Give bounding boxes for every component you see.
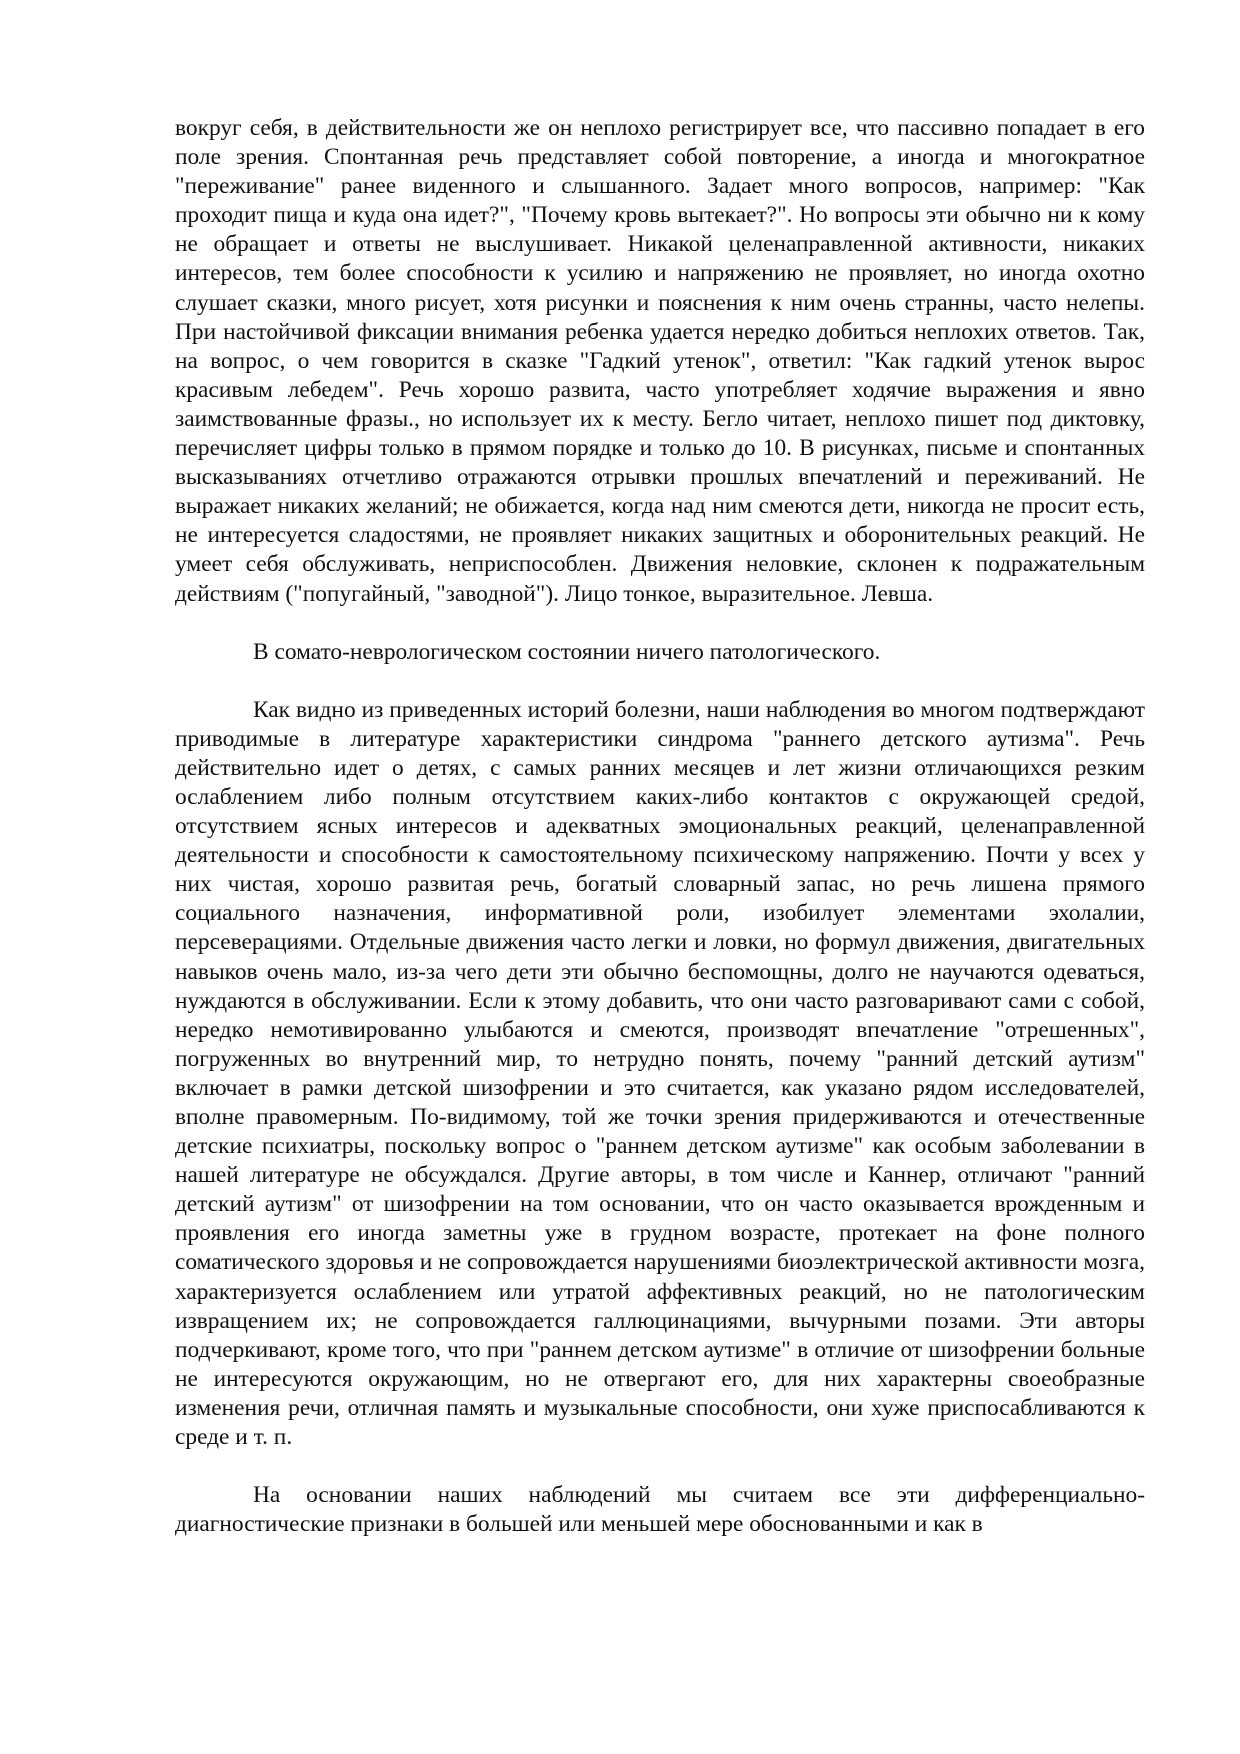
paragraph-somatic-status: В сомато-неврологическом состоянии ничего патологического. xyxy=(253,638,881,665)
document-page xyxy=(175,114,1145,1539)
paragraph-conclusion: На основании наших наблюдений мы считаем все эти дифференциально-диагностические признаки в большей или меньшей мере обоснованными и как в xyxy=(175,1482,1145,1538)
paragraph-case-description: вокруг себя, в действительности же он неплохо регистрирует все, что пассивно попадает в его поле зрения. Спонтанная речь представляет собой повторение, а иногда и многократное "переживание" ранее виденного и слышанного. Задает много вопросов, например: "Как проходит пища и куда она идет?", "Почему кровь вытекает?". Но вопросы эти обычно ни к кому не обращает и ответы не выслушивает. Никакой целенаправленной активности, никаких интересов, тем более способности к усилию и напряжению не проявляет, но иногда охотно слушает сказки, много рисует, хотя рисунки и пояснения к ним очень странны, часто нелепы. При настойчивой фиксации внимания ребенка удается нередко добиться неплохих ответов. Так, на вопрос, о чем говорится в сказке "Гадкий утенок", ответил: "Как гадкий утенок вырос красивым лебедем". Речь хорошо развита, часто употребляет ходячие выражения и явно заимствованные фразы., но использует их к месту. Бегло читает, неплохо пишет под диктовку, перечисляет цифры только в прямом порядке и только до 10. В рисунках, письме и спонтанных высказываниях отчетливо отражаются отрывки прошлых впечатлений и переживаний. Не выражает никаких желаний; не обижается, когда над ним смеются дети, никогда не просит есть, не интересуется сладостями, не проявляет никаких защитных и оборонительных реакций. Не умеет себя обслуживать, неприспособлен. Движения неловкие, склонен к подражательным действиям ("попугайный, "заводной"). Лицо тонкое, выразительное. Левша. xyxy=(175,115,1145,607)
paragraph-discussion: Как видно из приведенных историй болезни, наши наблюдения во многом подтверждают приводимые в литературе характеристики синдрома "раннего детского аутизма". Речь действительно идет о детях, с самых ранних месяцев и лет жизни отличающихся резким ослаблением либо полным отсутствием каких-либо контактов с окружающей средой, отсутствием ясных интересов и адекватных эмоциональных реакций, целенаправленной деятельности и способности к самостоятельному психическому напряжению. Почти у всех у них чистая, хорошо развитая речь, богатый словарный запас, но речь лишена прямого социального назначения, информативной роли, изобилует элементами эхолалии, персеверациями. Отдельные движения часто легки и ловки, но формул движения, двигательных навыков очень мало, из-за чего дети эти обычно беспомощны, долго не научаются одеваться, нуждаются в обслуживании. Если к этому добавить, что они часто разговаривают сами с собой, нередко немотивированно улыбаются и смеются, производят впечатление "отрешенных", погруженных во внутренний мир, то нетрудно понять, почему "ранний детский аутизм" включает в рамки детской шизофрении и это считается, как указано рядом исследователей, вполне правомерным. По-видимому, той же точки зрения придерживаются и отечественные детские психиатры, поскольку вопрос о "раннем детском аутизме" как особым заболевании в нашей литературе не обсуждался. Другие авторы, в том числе и Каннер, отличают "ранний детский аутизм" от шизофрении на том основании, что он часто оказывается врожденным и проявления его иногда заметны уже в грудном возрасте, протекает на фоне полного соматического здоровья и не сопровождается нарушениями биоэлектрической активности мозга, характеризуется ослаблением или утратой аффективных реакций, но не патологическим извращением их; не сопровождается галлюцинациями, вычурными позами. Эти авторы подчеркивают, кроме того, что при "раннем детском аутизме" в отличие от шизофрении больные не интересуются окружающим, но не отвергают его, для них характерны своеобразные изменения речи, отличная память и музыкальные способности, они хуже приспосабливаются к среде и т. п. xyxy=(175,696,1145,1451)
